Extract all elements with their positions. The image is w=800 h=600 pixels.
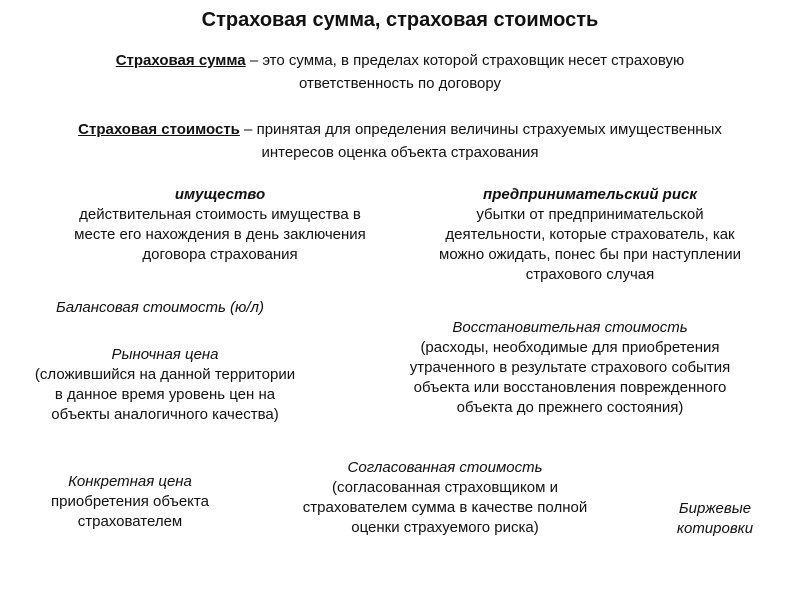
restoration-value-line: утраченного в результате страхового события	[409, 359, 731, 376]
restoration-value-description	[360, 338, 780, 418]
property-line: договора страхования	[142, 246, 298, 263]
agreed-value-heading: Согласованная стоимость	[347, 459, 543, 476]
agreed-value-line: (согласованная страховщиком и	[332, 479, 558, 496]
market-price-heading: Рыночная цена	[111, 346, 219, 363]
specific-price-description	[20, 492, 240, 532]
definition-dash: –	[239, 121, 257, 138]
property-line: действительная стоимость имущества в	[79, 206, 361, 223]
business-risk-line: деятельности, которые страхователь, как	[445, 226, 735, 243]
business-risk-line: страхового случая	[525, 266, 655, 283]
business-risk-line: убытки от предпринимательской	[476, 206, 704, 223]
restoration-value-block	[360, 318, 780, 418]
definition-text-line: принятая для определения величины страхуемых имущественных	[256, 121, 722, 138]
business-risk-heading: предпринимательский риск	[483, 186, 697, 203]
term-insured-value: Страховая стоимость	[78, 121, 240, 138]
restoration-value-line: объекта до прежнего состояния)	[456, 399, 684, 416]
market-price-line: (сложившийся на данной территории	[34, 366, 296, 383]
market-price-block	[0, 345, 330, 425]
business-risk-block	[390, 185, 790, 285]
exchange-quotes-block	[650, 499, 780, 539]
agreed-value-line: оценки страхуемого риска)	[351, 519, 539, 536]
property-description	[20, 205, 420, 265]
restoration-value-line: (расходы, необходимые для приобретения	[420, 339, 720, 356]
definition-text-line: ответственность по договору	[298, 75, 502, 92]
business-risk-line: можно ожидать, понес бы при наступлении	[439, 246, 741, 263]
restoration-value-heading: Восстановительная стоимость	[452, 319, 688, 336]
business-risk-description	[390, 205, 790, 285]
term-insured-sum: Страховая сумма	[115, 52, 246, 69]
property-block	[20, 185, 420, 265]
specific-price-line: приобретения объекта	[51, 493, 209, 510]
property-line: месте его нахождения в день заключения	[74, 226, 366, 243]
specific-price-heading: Конкретная цена	[68, 473, 192, 490]
market-price-description	[0, 365, 330, 425]
property-heading: имущество	[174, 186, 266, 203]
definition-insured-sum	[20, 49, 780, 95]
exchange-quotes-line: Биржевые	[678, 500, 752, 517]
market-price-line: объекты аналогичного качества)	[51, 406, 279, 423]
restoration-value-line: объекта или восстановления поврежденного	[413, 379, 727, 396]
page-title: Страховая сумма, страховая стоимость	[201, 9, 599, 31]
definition-dash: –	[245, 52, 263, 69]
definition-text-line: интересов оценка объекта страхования	[261, 144, 539, 161]
market-price-line: в данное время уровень цен на	[54, 386, 276, 403]
specific-price-line: страхователем	[77, 513, 183, 530]
agreed-value-line: страхователем сумма в качестве полной	[302, 499, 588, 516]
exchange-quotes-line: котировки	[676, 520, 754, 537]
specific-price-block	[20, 472, 240, 532]
definition-text-line: это сумма, в пределах которой страховщик несет страховую	[262, 52, 685, 69]
balance-value: Балансовая стоимость (ю/л)	[56, 299, 264, 316]
definition-insured-value	[10, 118, 790, 164]
agreed-value-description	[255, 478, 635, 538]
agreed-value-block	[255, 458, 635, 538]
